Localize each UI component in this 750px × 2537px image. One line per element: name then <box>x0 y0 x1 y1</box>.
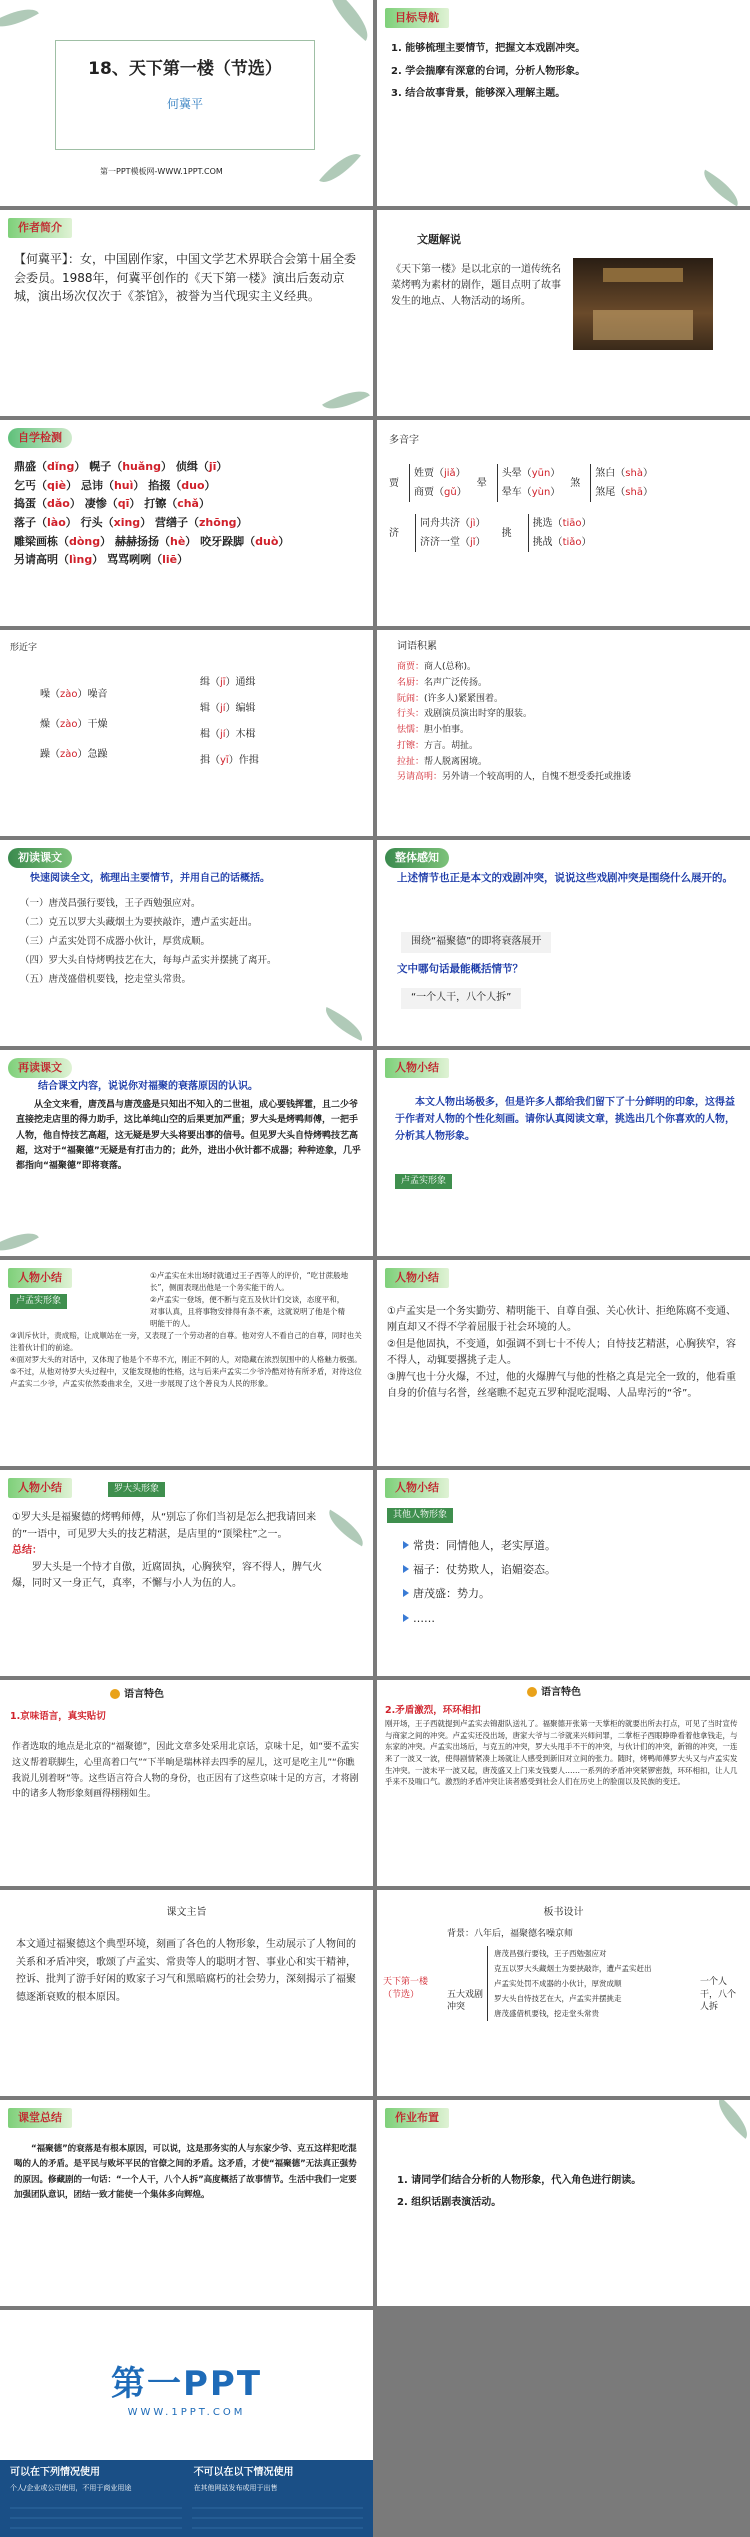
other-item: …… <box>403 1607 556 1631</box>
vocab-item: 另请高明：另外请一个较高明的人，自愧不想受委托或推诿 <box>397 772 632 783</box>
vocab-item: 行头：戏剧演员演出时穿的服装。 <box>397 709 533 720</box>
theme-body: 本文通过福聚德这个典型环境，刻画了各色的人物形象，生动展示了人物间的关系和矛盾冲突，歌颂了卢孟实、常贵等人的聪明才智、事业心和实干精神，控诉、批判了游手好闲的败家子习气和黑暗腐朽的社会势力，深刻揭示了福聚德逐渐衰败的根本原因。 <box>16 1939 356 2003</box>
summary-item: ③脾气也十分火爆，不过，他的火爆脾气与他的性格之真是完全一致的，他看重自身的价值与名誉，丝毫瞧不起克五罗种混吃混喝、人品卑污的“爷”。 <box>387 1372 736 1399</box>
brand-logo: 第一PPT <box>110 2364 263 2404</box>
slide-others <box>377 1470 750 1676</box>
pinyin-row: 落子（lào） 行头（xing） 营缮子（zhōng） <box>14 516 248 530</box>
tag-goals: 目标导航 <box>385 8 449 28</box>
tag-character: 人物小结 <box>385 1268 449 1288</box>
vocab-item: 商贾：商人(总称)。 <box>397 662 477 672</box>
other-item: 唐茂盛：势力。 <box>403 1582 556 1606</box>
slide-polyphones <box>377 420 750 626</box>
tag-character: 人物小结 <box>8 1268 72 1288</box>
slide-logo <box>0 2310 373 2537</box>
pinyin-row: 另请高明（lìng） 骂骂咧咧（liē） <box>14 553 189 567</box>
overall-question: 上述情节也正是本文的戏剧冲突，说说这些戏剧冲突是围绕什么展开的。 <box>397 872 733 884</box>
conflict-item: 罗大头自恃技艺在大，卢孟实并摆挑走 <box>494 1994 622 2003</box>
section-heading: 文题解说 <box>417 233 461 246</box>
author-intro: 【何冀平】：女，中国剧作家，中国文学艺术界联合会第十届全委会委员。1988年，何冀平创作的《天下第一楼》演出后轰动京城，演出场次仅次于《茶馆》，被誉为当代现实主义经典。 <box>14 252 357 304</box>
tag-author: 作者简介 <box>8 218 72 238</box>
lang-header: 语言特色 <box>527 1686 581 1701</box>
vocab-item: 阮闹：(许多人)紧紧围着。 <box>397 693 504 704</box>
conflict-item: 唐茂昌强行要钱，王子西勉强应对 <box>494 1949 607 1958</box>
slide-theme <box>0 1890 373 2096</box>
triangle-icon <box>403 1541 409 1549</box>
vocab-item: 名厨：名声广泛传扬。 <box>397 677 488 688</box>
tag-character: 人物小结 <box>385 1058 449 1078</box>
summary-item: ①卢孟实是一个务实勤劳、精明能干、自尊自强、关心伙计、拒绝陈腐不变通、刚直却又不得不学着屈服于社会环境的人。 <box>387 1306 736 1333</box>
pinyin-row: 雕梁画栋（dòng） 赫赫扬扬（hè） 咬牙跺脚（duò） <box>14 534 290 548</box>
other-item: 福子：仗势欺人，谄媚姿态。 <box>403 1558 556 1582</box>
board-right: 一个人干，八个人拆 <box>700 1977 737 2013</box>
tag-character: 人物小结 <box>8 1478 72 1498</box>
goal-item: 2. 学会揣摩有深意的台词，分析人物形象。 <box>391 65 586 77</box>
title-explanation: 《天下第一楼》是以北京的一道传统名菜烤鸭为素材的剧作，题目点明了故事发生的地点、人物活动的场所。 <box>391 264 561 307</box>
slide-reread <box>0 1050 373 1256</box>
usage-forbidden-title: 不可以在以下情况使用 <box>193 2467 294 2478</box>
slide-lu-summary <box>377 1260 750 1466</box>
homework-list <box>397 2170 740 2214</box>
slide-character-intro <box>377 1050 750 1256</box>
slide-blank <box>377 2310 750 2537</box>
slide-lu-analysis <box>0 1260 373 1466</box>
bulb-icon <box>110 1689 120 1699</box>
plot-item: （五）唐茂盛借机要钱，挖走堂头常贵。 <box>20 974 192 985</box>
overall-question-2: 文中哪句话最能概括情节？ <box>397 963 523 975</box>
answer-box: “一个人干，八个人拆” <box>401 988 521 1009</box>
plot-item: （四）罗大头自恃烤鸭技艺在大，每每卢孟实并摆挑了离开。 <box>20 955 277 966</box>
fine-print <box>10 2507 363 2537</box>
section-heading: 课文主旨 <box>166 1907 207 1918</box>
analysis-item: ②卢孟实一登场，便不断与克五及伙计们交谈，态度平和，对事认真，且将事物安排得有条不紊，这就说明了他是个精明能干的人。 <box>150 1295 345 1328</box>
reread-intro: 结合课文内容，说说你对福聚的衰落原因的认识。 <box>38 1081 258 1092</box>
summary-item: ②但是他固执，不变通，如强调不到七十不传人；自恃技艺精湛，心胸狭窄，容不得人，动辄要撂挑子走人。 <box>387 1339 736 1366</box>
slide-first-read <box>0 840 373 1046</box>
board-left: 天下第一楼（节选） <box>383 1977 429 2000</box>
usage-allowed-title: 可以在下列情况使用 <box>10 2467 100 2478</box>
slide-vocab <box>377 630 750 836</box>
section-heading: 形近字 <box>10 643 38 653</box>
slide-goals <box>377 0 750 206</box>
slide-author <box>0 210 373 416</box>
homework-item: 1. 请同学们结合分析的人物形象，代入角色进行朗读。 <box>397 2175 642 2186</box>
badge-others: 其他人物形象 <box>387 1508 453 1523</box>
summary-body: “福聚德”的衰落是有根本原因，可以说，这是那务实的人与东家少爷、克五这样犯吃混喝的人的矛盾。是平民与败坏平民的官僚之间的矛盾。这矛盾，才使“福聚德”无法真正强势的原因。修藏剧的一句话：“一个人干，八个人拆”高度概括了故事情节。生活中我们一定要加强团队意识，团结一致才能使一个集体多向辉煌。 <box>14 2144 357 2200</box>
lang-subtitle: 2.矛盾激烈，环环相扣 <box>385 1705 481 1716</box>
tag-character: 人物小结 <box>385 1478 449 1498</box>
badge-luo: 罗大头形象 <box>108 1482 165 1497</box>
vocab-list <box>397 660 744 786</box>
analysis-item: ①卢孟实在未出场时就通过王子西等人的评价，“吃甘蔗般地长”，侧面表现出他是一个务实能干的人。 <box>150 1271 349 1292</box>
slide-title-explain <box>377 210 750 416</box>
lang-body: 作者选取的地点是北京的“福聚德”，因此文章多处采用北京话，京味十足，如“要不孟实这义帮着联脚生，心里高着口气”“下半晌是瑞林祥去四季的屋儿，这可是吃主儿”“你瞧我说儿别着呀”等。这些语言符合人物的身份，也正因有了这些京味十足的方言，才将剧中的诸多人物形象刻画得栩栩如生。 <box>12 1742 359 1800</box>
slide-lang-2 <box>377 1680 750 1886</box>
first-read-intro: 快速阅读全文，梳理出主要情节，并用自己的话概括。 <box>30 873 270 884</box>
tag-homework: 作业布置 <box>385 2108 449 2128</box>
board-bg: 背景：八年后，福聚德名噪京师 <box>447 1929 574 1939</box>
summary-label: 总结： <box>12 1545 42 1556</box>
tag-overall: 整体感知 <box>385 848 449 868</box>
conflict-item: 唐茂盛借机要钱，挖走堂头常贵 <box>494 2009 599 2018</box>
page-title: 18、天下第一楼（节选） <box>88 59 282 79</box>
author-name: 何冀平 <box>166 96 203 111</box>
similar-left <box>40 680 108 770</box>
slide-homework <box>377 2100 750 2306</box>
badge-lu: 卢孟实形象 <box>10 1294 67 1309</box>
slide-luo <box>0 1470 373 1676</box>
section-heading: 板书设计 <box>543 1907 584 1918</box>
triangle-icon <box>403 1589 409 1597</box>
pinyin-row: 鼎盛（dǐng） 幌子（huǎng） 侦缉（jī） <box>14 460 228 473</box>
analysis-item: ④面对罗大头的对话中，又体现了他是个不卑不亢，刚正不阿的人，对隐藏在浓烈氛围中的人格魅力极强。 <box>10 1355 362 1364</box>
goal-item: 3. 结合故事背景，能够深入理解主题。 <box>391 88 566 99</box>
analysis-item: ⑤不过，从他对待罗大头过程中，又能发现他的性格，这与后来卢孟实二少爷冷酷对待有所矛盾，对待这位卢孟实二少爷，卢孟实依然委曲求全，又进一步展现了这个善良为人民的形象。 <box>10 1367 362 1388</box>
character-intro: 本文人物出场极多，但是许多人都给我们留下了十分鲜明的印象，这得益于作者对人物的个性化刻画。请你认真阅读文章，挑选出几个你喜欢的人物，分析其人物形象。 <box>395 1097 735 1142</box>
plot-list <box>20 894 363 989</box>
usage-forbidden-sub: 在其他网站发布或用于出售 <box>193 2483 278 2492</box>
board-mid: 五大戏剧冲突 <box>447 1990 484 2012</box>
tag-summary: 课堂总结 <box>8 2108 72 2128</box>
vocab-item: 打镲：方言。胡扯。 <box>397 740 479 751</box>
similar-item: 噪（zào）噪音 <box>40 689 108 700</box>
section-heading: 词语积累 <box>397 641 437 652</box>
answer-box: 围绕“福聚德”的即将衰落展开 <box>401 932 551 953</box>
luo-paragraph: ①罗大头是福聚德的烤鸭师傅，从“别忘了你们当初是怎么把我请回来的”一语中，可见罗大头的技艺精湛，是店里的“顶梁柱”之一。 <box>12 1512 317 1540</box>
similar-item: 辑（jí）编辑 <box>200 703 256 714</box>
similar-item: 楫（jí）木楫 <box>200 729 256 740</box>
triangle-icon <box>403 1614 409 1622</box>
bulb-icon <box>527 1687 537 1697</box>
similar-item: 揖（yī）作揖 <box>200 755 259 766</box>
badge-lu: 卢孟实形象 <box>395 1174 452 1189</box>
similar-item: 躁（zào）急躁 <box>40 749 108 760</box>
lu-analysis-list <box>10 1270 365 1390</box>
others-list <box>403 1534 556 1631</box>
footer-text: 第一PPT模板网-WWW.1PPT.COM <box>100 167 223 176</box>
usage-allowed-sub: 个人/企业或公司使用，不用于商业用途 <box>10 2483 132 2492</box>
polyphone-groups: 贾 姓贾（jiǎ） 商贾（gǔ） 晕 头晕（yūn） 晕车（yùn） 煞 煞白（shà） 煞尾（shā） 济 同舟共济（jì） 济济一堂（jǐ） 挑 挑选（tiāo） 挑战（tiǎo） <box>389 464 740 552</box>
vocab-item: 拉扯：帮人脱离困境。 <box>397 756 488 767</box>
board-conflicts <box>487 1946 687 2021</box>
section-heading: 多音字 <box>389 435 419 446</box>
conflict-item: 克五以罗大头藏烟土为要挟敲诈，遭卢孟实赶出 <box>494 1964 652 1973</box>
luo-summary: 罗大头是一个恃才自傲，近腐固执，心胸狭窄，容不得人，脾气火爆，同时又一身正气，真率，不懈与小人为伍的人。 <box>12 1561 322 1589</box>
tag-self-test: 自学检测 <box>8 428 72 448</box>
goal-item: 1. 能够梳理主要情节，把握文本戏剧冲突。 <box>391 43 586 54</box>
slide-similar-chars <box>0 630 373 836</box>
pinyin-row: 乞丐（qiè） 忌讳（huì） 掐掇（duo） <box>14 478 216 492</box>
slide-self-test <box>0 420 373 626</box>
plot-item: （一）唐茂昌强行要钱，王子西勉强应对。 <box>20 898 201 909</box>
similar-item: 燥（zào）干燥 <box>40 719 108 730</box>
similar-item: 缉（jī）通缉 <box>200 677 256 688</box>
tag-first-read: 初读课文 <box>8 848 72 868</box>
slide-class-summary <box>0 2100 373 2306</box>
vocab-item: 怯懦：胆小怕事。 <box>397 725 470 735</box>
lang-header: 语言特色 <box>110 1688 164 1703</box>
slide-overall <box>377 840 750 1046</box>
analysis-item: ③训斥伙计，责成赔，让成顺站在一旁，又表现了一个劳动者的自尊。他对穷人不看自己的自尊，同时也关注着伙计们的前途。 <box>10 1331 362 1352</box>
lang-body: 刚开场，王子西就提到卢孟实去锦甜队送礼了。福聚德开张第一天掌柜的就要出所去打点，可见了当时宣传与商家之间的冲突。卢孟实还没出场，唐家大爷与二爷就来兴师问罪，二掌柜子西眼睁睁看着他拿钱走，与东家的冲突。卢孟实出场后，与克五的冲突，罗大头甩手不干的冲突，与伙计们的冲突，新锦的冲突，一连来了一波又一波，使得剧情紧凑上场就让人感受到新旧对立间的张力。随时，烤鸭师傅罗大头又与卢孟实发生冲突。一波未平一波又起，唐茂盛又上门来支钱要人……一系列的矛盾冲突紧锣密鼓，环环相扣，让人几乎来不及喘口气。激烈的矛盾冲突让读者感受到社会人们在历史上的脸面以及民族的变迁。 <box>385 1719 738 1787</box>
similar-right <box>200 670 259 774</box>
conflict-item: 卢孟实处罚不成器的小伙计，厚赏成顺 <box>494 1979 622 1988</box>
brand-url: WWW.1PPT.COM <box>127 2407 246 2418</box>
title-frame <box>55 40 315 150</box>
other-item: 常贵：同情他人，老实厚道。 <box>403 1534 556 1558</box>
lang-subtitle: 1.京味语言，真实贴切 <box>10 1711 106 1722</box>
slide-blackboard <box>377 1890 750 2096</box>
lu-summary-list <box>387 1304 740 1401</box>
usage-panel <box>0 2460 373 2537</box>
pinyin-test <box>14 458 359 570</box>
stage-photo <box>573 258 713 350</box>
goal-list <box>391 40 736 104</box>
homework-item: 2. 组织话剧表演活动。 <box>397 2197 502 2208</box>
triangle-icon <box>403 1565 409 1573</box>
luo-text <box>12 1510 333 1593</box>
slide-title <box>0 0 373 206</box>
slide-lang-1 <box>0 1680 373 1886</box>
plot-item: （三）卢孟实处罚不成器小伙计，厚赏成顺。 <box>20 936 211 947</box>
reread-body: 从全文来看，唐茂昌与唐茂盛是只知出不知入的二世祖，成心要钱挥霍，且二少爷直接挖走店里的得力助手，这比单纯山空的后果更加严重；罗大头是烤鸭师傅，一把手人物，他自恃技艺高超，这无疑是罗大头将要出事的信号。但见罗大头自恃烤鸭技艺高超，这对于“福聚德”无疑是有打击力的；此外，进出小伙计都不成器；种种迹象，几乎都指向“福聚德”即将衰落。 <box>16 1100 361 1172</box>
tag-reread: 再读课文 <box>8 1058 72 1078</box>
plot-item: （二）克五以罗大头藏烟土为要挟敲诈，遭卢孟实赶出。 <box>20 917 258 928</box>
pinyin-row: 捣蛋（dǎo） 凄惨（qī） 打镲（chǎ） <box>14 497 210 511</box>
